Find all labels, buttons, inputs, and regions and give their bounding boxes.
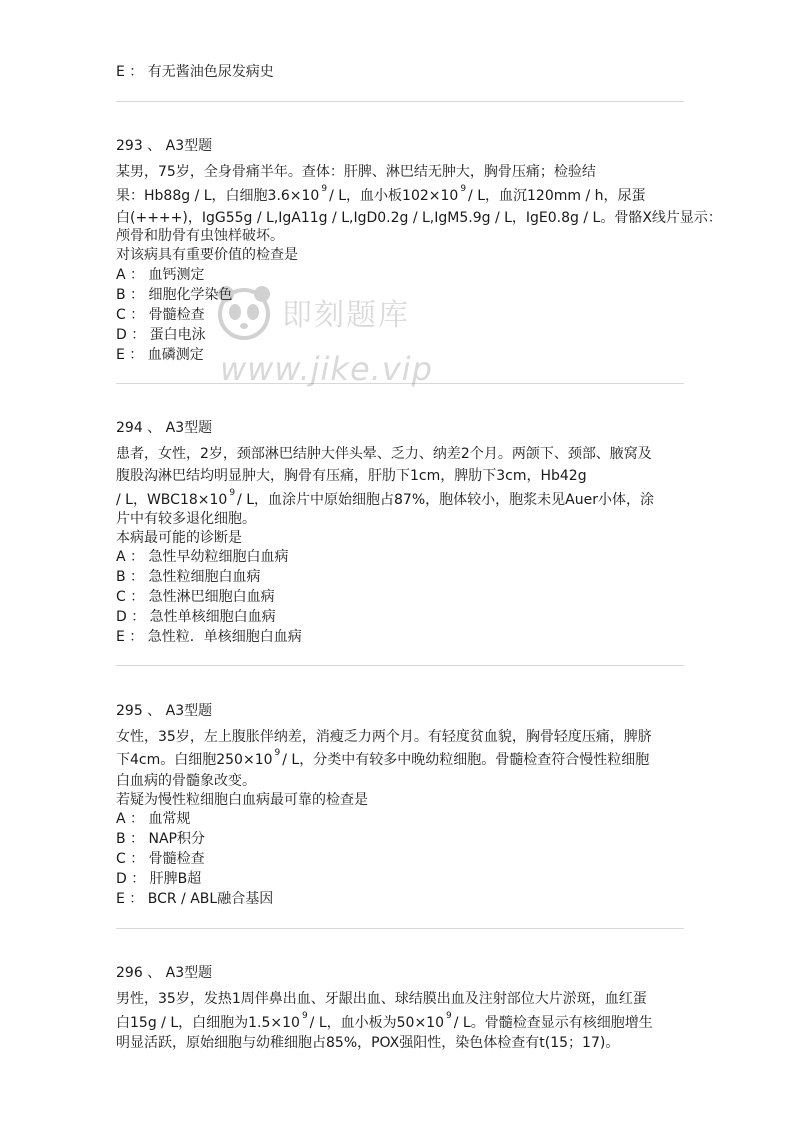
watermark-url: www.jike.vip xyxy=(220,350,433,388)
question-prompt: 若疑为慢性粒细胞白血病最可靠的检查是 xyxy=(116,792,368,808)
option-a: A ： 急性早幼粒细胞白血病 xyxy=(116,549,289,565)
option-e: E ： 急性粒．单核细胞白血病 xyxy=(116,629,302,645)
option-a: A ： 血常规 xyxy=(116,811,191,827)
option-e: E ： 血磷测定 xyxy=(116,347,204,363)
superscript: 9 xyxy=(321,184,328,194)
question-stem: 白(++++)，IgG55g / L,IgA11g / L,IgD0.2g / L,IgM5.9g / L，IgE0.8g / L。骨骼X线片显示： xyxy=(116,210,722,226)
question-stem: 白血病的骨髓象改变。 xyxy=(116,773,256,789)
superscript: 9 xyxy=(460,184,467,194)
question-stem: 患者，女性，2岁，颈部淋巴结肿大伴头晕、乏力、纳差2个月。两颌下、颈部、腋窝及 xyxy=(116,446,652,462)
option-c: C ： 骨髓检查 xyxy=(116,307,205,323)
option-a: A ： 血钙测定 xyxy=(116,267,205,283)
option-b: B ： 急性粒细胞白血病 xyxy=(116,569,261,585)
question-stem: 女性，35岁，左上腹胀伴纳差，消瘦乏力两个月。有轻度贫血貌，胸骨轻度压痛，脾脐 xyxy=(116,729,652,745)
option-e: E ： BCR / ABL融合基因 xyxy=(116,891,274,907)
question-header: 295 、 A3型题 xyxy=(116,703,213,719)
question-stem: / L，WBC18×10 $^9$ / L，血涂片中原始细胞占87%，胞体较小，胞浆未见Auer小体，涂 xyxy=(116,488,654,508)
question-stem: 片中有较多退化细胞。 xyxy=(116,511,256,527)
option-d: D ： 急性单核细胞白血病 xyxy=(116,609,276,625)
watermark xyxy=(212,280,433,420)
question-prompt: 本病最可能的诊断是 xyxy=(116,530,242,546)
option-c: C ： 骨髓检查 xyxy=(116,851,205,867)
option-d: D ： 肝脾B超 xyxy=(116,871,202,887)
superscript: 9 xyxy=(301,1011,308,1021)
option-e: E ： 有无酱油色尿发病史 xyxy=(116,64,274,80)
option-b: B ： 细胞化学染色 xyxy=(116,287,233,303)
question-stem: 明显活跃，原始细胞与幼稚细胞占85%，POX强阳性，染色体检查有t(15；17)。 xyxy=(116,1035,620,1051)
divider xyxy=(116,928,684,929)
divider xyxy=(116,101,684,102)
option-b: B ： NAP积分 xyxy=(116,831,205,847)
question-stem: 男性，35岁，发热1周伴鼻出血、牙龈出血、球结膜出血及注射部位大片淤斑，血红蛋 xyxy=(116,991,647,1007)
option-d: D ： 蛋白电泳 xyxy=(116,327,206,343)
question-stem: 腹股沟淋巴结均明显肿大，胸骨有压痛，肝肋下1cm，脾肋下3cm，Hb42g xyxy=(116,468,587,484)
question-stem: 某男，75岁，全身骨痛半年。查体：肝脾、淋巴结无肿大，胸骨压痛；检验结 xyxy=(116,164,596,180)
question-header: 296 、 A3型题 xyxy=(116,965,213,981)
divider xyxy=(116,665,684,666)
watermark-title: 即刻题库 xyxy=(282,298,410,333)
question-stem: 颅骨和肋骨有虫蚀样破坏。 xyxy=(116,228,284,244)
option-c: C ： 急性淋巴细胞白血病 xyxy=(116,589,275,605)
panda-logo-icon xyxy=(212,280,276,344)
superscript: 9 xyxy=(274,748,281,758)
superscript: 9 xyxy=(229,488,236,498)
superscript: 9 xyxy=(446,1011,452,1021)
question-header: 294 、 A3型题 xyxy=(116,420,213,436)
question-stem: 白15g / L，白细胞为1.5×10 $^9$ / L，血小板为50×10 $^9$ / L。骨髓检查显示有核细胞增生 xyxy=(116,1011,653,1031)
question-stem: 下4cm。白细胞250×10 $^9$ / L，分类中有较多中晚幼粒细胞。骨髓检查符合慢性粒细胞 xyxy=(116,748,650,768)
question-header: 293 、 A3型题 xyxy=(116,138,213,154)
question-stem: 果：Hb88g / L，白细胞3.6×10 $^9$ / L，血小板102×10 $^9$ / L，血沉120mm / h，尿蛋 xyxy=(116,184,646,204)
question-prompt: 对该病具有重要价值的检查是 xyxy=(116,247,298,263)
